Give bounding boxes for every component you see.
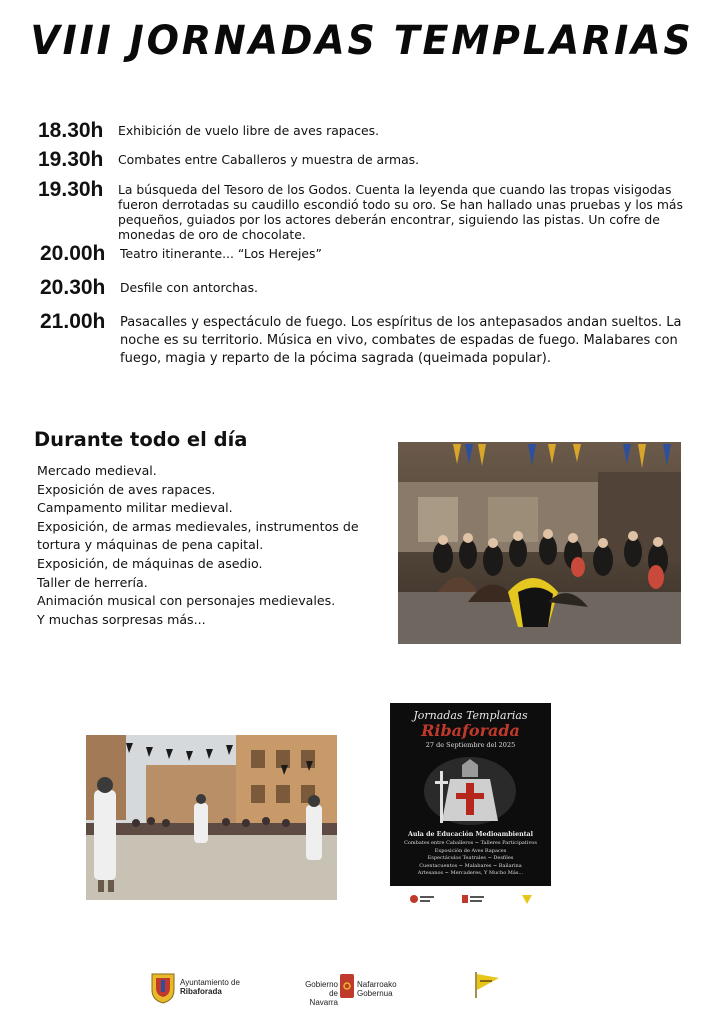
page-title: VIII JORNADAS TEMPLARIAS (30, 18, 694, 64)
schedule-item (40, 309, 700, 368)
poster-sponsor-strip (390, 886, 551, 913)
list-item: Mercado medieval. (37, 463, 157, 478)
gobierno-navarra-logo (300, 968, 400, 1008)
list-item: Exposición, de máquinas de asedio. (37, 555, 263, 571)
poster-lines (392, 840, 549, 878)
list-item: Taller de herrería. (37, 574, 148, 590)
poster-line: Cuentacuentos ~ Malabares ~ Bailarina (419, 862, 522, 869)
navarra-chains-icon (340, 974, 354, 998)
schedule-text: Combates entre Caballeros y muestra de armas. (118, 152, 420, 167)
schedule-item (38, 147, 698, 173)
poster-line: Exposición de Aves Rapaces (434, 847, 507, 854)
poster-town: Ribaforada (421, 721, 520, 740)
ribaforada-crest-icon (150, 970, 176, 1004)
schedule-text: Exhibición de vuelo libre de aves rapaces. (118, 123, 380, 138)
schedule-item (40, 275, 700, 301)
list-item: Animación musical con personajes medievales. (37, 593, 336, 609)
poster-subheading: Aula de Educación Medioambiental (407, 831, 534, 838)
gobierno-label: Gobierno (305, 980, 338, 989)
ayuntamiento-town: Ribaforada (180, 987, 222, 996)
yellow-flag-logo-icon (472, 970, 502, 1000)
poster-line: Artesanos ~ Mercaderes, Y Mucho Más... (417, 870, 524, 876)
poster-heading: Jornadas Templarias (413, 709, 528, 722)
list-item: Exposición de aves rapaces. (37, 481, 216, 497)
ayuntamiento-label: Ayuntamiento de (180, 978, 240, 987)
event-poster (390, 703, 551, 913)
schedule-time: 20.00h (40, 242, 106, 265)
schedule-item (38, 177, 698, 242)
poster-line: Espectáculos Teatrales ~ Desfiles (427, 855, 514, 861)
schedule-item (40, 241, 700, 267)
all-day-list (37, 462, 382, 629)
poster-line: Combates entre Caballeros ~ Talleres Participativos (404, 840, 537, 846)
schedule-text: Pasacalles y espectáculo de fuego. Los espíritus de los antepasados andan sueltos. La noche es su territorio. Música en vivo, combates de espadas de fuego. Malabares con fuego, magia y reparto de la pócima sagrada (queimada popular). (120, 315, 682, 366)
schedule-time: 21.00h (40, 310, 106, 333)
schedule-item (38, 118, 698, 144)
gobierno-label-2: de Navarra (309, 989, 338, 1007)
schedule-text: Teatro itinerante... “Los Herejes” (120, 246, 322, 261)
list-item: Campamento militar medieval. (37, 500, 233, 516)
list-item: Y muchas sorpresas más... (37, 611, 206, 627)
ayuntamiento-logo (150, 968, 250, 1008)
schedule-text: Desfile con antorchas. (120, 280, 258, 295)
night-event-photo (398, 442, 681, 644)
list-item: Exposición, de armas medievales, instrumentos de tortura y máquinas de pena capital. (37, 518, 359, 553)
knight-illustration (420, 751, 520, 827)
all-day-title: Durante todo el día (34, 428, 248, 451)
nafarroako-label-2: Gobernua (357, 989, 393, 998)
schedule-time: 20.30h (40, 276, 106, 299)
poster-date: 27 de Septiembre del 2025 (425, 741, 516, 749)
street-combat-photo (86, 735, 337, 900)
schedule-text: La búsqueda del Tesoro de los Godos. Cuenta la leyenda que cuando las tropas visigodas fueron derrotadas su caudillo escondió todo su oro. Se han hallado unas pruebas y los más pequeños, guiados por los actores deberán encontrar, siguiendo las pistas. Un cofre de monedas de oro de chocolate. (118, 182, 683, 242)
schedule-time: 19.30h (38, 178, 104, 201)
schedule-time: 18.30h (38, 119, 104, 142)
footer-logos (0, 968, 724, 1008)
nafarroako-label: Nafarroako (357, 980, 397, 989)
schedule-time: 19.30h (38, 148, 104, 171)
